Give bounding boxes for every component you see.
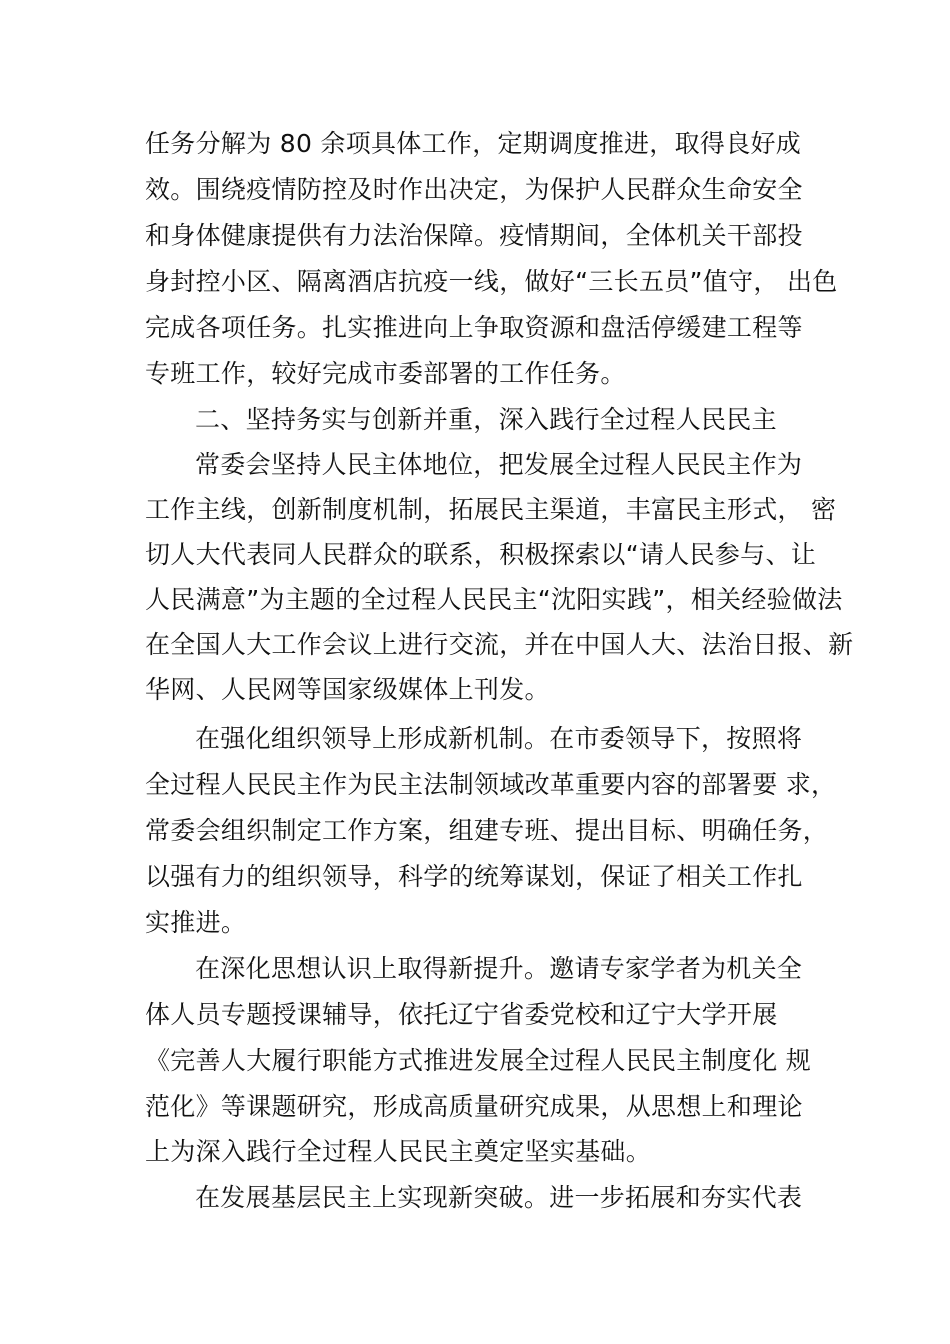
text-line: 实推进。 [145,908,247,937]
text-line: 在全国人大工作会议上进行交流，并在中国人大、法治日报、新 [145,630,854,659]
text-line: 全过程人民民主作为民主法制领域改革重要内容的部署要 求， [145,770,837,799]
text-line: 体人员专题授课辅导，依托辽宁省委党校和辽宁大学开展 [145,1000,778,1029]
text-line: 身封控小区、隔离酒店抗疫一线，做好“三长五员”值守， 出色 [145,267,838,296]
text-line: 切人大代表同人民群众的联系，积极探索以“请人民参与、让 [145,540,817,569]
paragraph-first-line: 常委会坚持人民主体地位，把发展全过程人民民主作为 [195,450,803,479]
section-heading: 二、坚持务实与创新并重，深入践行全过程人民民主 [195,405,777,434]
text-line: 《完善人大履行职能方式推进发展全过程人民民主制度化 规 [145,1046,812,1075]
text-line: 和身体健康提供有力法治保障。疫情期间，全体机关干部投 [145,221,803,250]
text-line: 完成各项任务。扎实推进向上争取资源和盘活停缓建工程等 [145,313,803,342]
text-line: 任务分解为 80 余项具体工作，定期调度推进，取得良好成 [145,129,802,158]
text-line: 华网、人民网等国家级媒体上刊发。 [145,675,550,704]
text-line: 人民满意”为主题的全过程人民民主“沈阳实践”，相关经验做法 [145,585,843,614]
text-line: 范化》等课题研究，形成高质量研究成果，从思想上和理论 [145,1092,803,1121]
text-line: 工作主线，创新制度机制，拓展民主渠道，丰富民主形式， 密 [145,495,837,524]
paragraph-first-line: 在强化组织领导上形成新机制。在市委领导下，按照将 [195,724,803,753]
text-line: 专班工作，较好完成市委部署的工作任务。 [145,359,626,388]
text-line: 上为深入践行全过程人民民主奠定坚实基础。 [145,1137,652,1166]
text-line: 效。围绕疫情防控及时作出决定，为保护人民群众生命安全 [145,175,803,204]
paragraph-first-line: 在发展基层民主上实现新突破。进一步拓展和夯实代表 [195,1183,803,1212]
text-line: 常委会组织制定工作方案，组建专班、提出目标、明确任务， [145,816,829,845]
paragraph-first-line: 在深化思想认识上取得新提升。邀请专家学者为机关全 [195,954,803,983]
text-line: 以强有力的组织领导，科学的统筹谋划，保证了相关工作扎 [145,862,803,891]
